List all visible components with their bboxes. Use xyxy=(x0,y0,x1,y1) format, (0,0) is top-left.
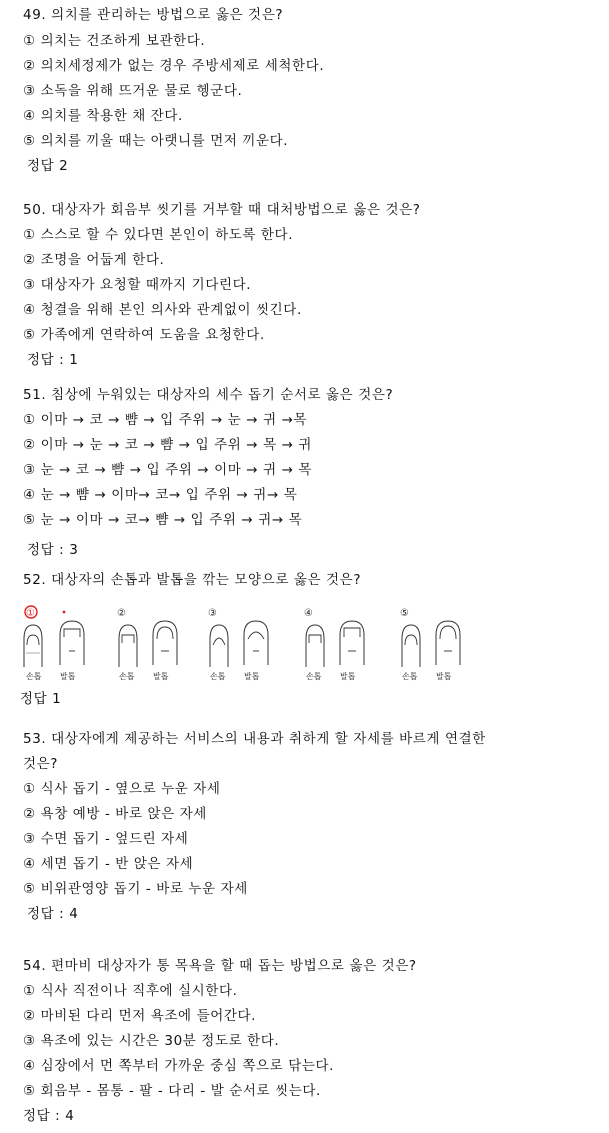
question-51-option-3: ③ 눈 → 코 → 뺨 → 입 주위 → 이마 → 귀 → 목 xyxy=(23,462,313,478)
finger-label: 손톱 xyxy=(306,672,322,681)
question-49-option-1: ① 의치는 건조하게 보관한다. xyxy=(23,33,206,49)
finger-label: 손톱 xyxy=(26,672,42,681)
question-50-stem: 50. 대상자가 회음부 씻기를 거부할 때 대처방법으로 옳은 것은? xyxy=(23,202,421,218)
toe-label: 발톱 xyxy=(340,672,356,681)
question-50-option-3: ③ 대상자가 요청할 때까지 기다린다. xyxy=(23,277,252,293)
finger-label: 손톱 xyxy=(210,672,226,681)
red-dot-icon xyxy=(63,611,66,614)
nail-shape-svg xyxy=(20,603,480,685)
nail-shape-figure xyxy=(20,603,480,685)
question-49-option-4: ④ 의치를 착용한 채 잔다. xyxy=(23,108,183,124)
question-54-option-5: ⑤ 회음부 - 몸통 - 팔 - 다리 - 발 순서로 씻는다. xyxy=(23,1083,321,1099)
question-54-option-3: ③ 욕조에 있는 시간은 30분 정도로 한다. xyxy=(23,1033,280,1049)
question-51-stem: 51. 침상에 누워있는 대상자의 세수 돕기 순서로 옳은 것은? xyxy=(23,387,394,403)
toe-label: 발톱 xyxy=(60,672,76,681)
question-53-option-1: ① 식사 돕기 - 옆으로 누운 자세 xyxy=(23,781,221,797)
question-54-option-2: ② 마비된 다리 먼저 욕조에 들어간다. xyxy=(23,1008,257,1024)
nail-option-1 xyxy=(24,606,84,681)
question-53-stem-continued: 것은? xyxy=(23,756,59,772)
question-50-option-5: ⑤ 가족에게 연락하여 도움을 요청한다. xyxy=(23,327,265,343)
question-49-option-2: ② 의치세정제가 없는 경우 주방세제로 세척한다. xyxy=(23,58,325,74)
question-53-stem: 53. 대상자에게 제공하는 서비스의 내용과 취하게 할 자세를 바르게 연결한 xyxy=(23,731,486,747)
question-50-option-2: ② 조명을 어둡게 한다. xyxy=(23,252,165,268)
nail-option-4 xyxy=(304,608,364,681)
question-49-option-3: ③ 소독을 위해 뜨거운 물로 헹군다. xyxy=(23,83,243,99)
question-53-option-3: ③ 수면 돕기 - 엎드린 자세 xyxy=(23,831,189,847)
question-49-option-5: ⑤ 의치를 끼울 때는 아랫니를 먼저 끼운다. xyxy=(23,133,289,149)
question-50-option-4: ④ 청결을 위해 본인 의사와 관계없이 씻긴다. xyxy=(23,302,302,318)
question-54-stem: 54. 편마비 대상자가 통 목욕을 할 때 돕는 방법으로 옳은 것은? xyxy=(23,958,417,974)
toe-label: 발톱 xyxy=(153,672,169,681)
question-53-option-5: ⑤ 비위관영양 돕기 - 바로 누운 자세 xyxy=(23,881,248,897)
question-53-option-4: ④ 세면 돕기 - 반 앉은 자세 xyxy=(23,856,194,872)
question-52-answer: 정답 1 xyxy=(20,691,62,707)
toe-label: 발톱 xyxy=(436,672,452,681)
question-54-answer: 정답 : 4 xyxy=(23,1108,75,1124)
finger-label: 손톱 xyxy=(402,672,418,681)
question-54-option-1: ① 식사 직전이나 직후에 실시한다. xyxy=(23,983,238,999)
question-49-answer: 정답 2 xyxy=(27,158,69,174)
nail-option-5 xyxy=(400,608,460,681)
question-51-option-4: ④ 눈 → 뺨 → 이마→ 코→ 입 주위 → 귀→ 목 xyxy=(23,487,298,503)
question-51-option-5: ⑤ 눈 → 이마 → 코→ 뺨 → 입 주위 → 귀→ 목 xyxy=(23,512,303,528)
toe-label: 발톱 xyxy=(244,672,260,681)
nail-option-5-number: ⑤ xyxy=(400,608,410,619)
question-50-answer: 정답 : 1 xyxy=(27,352,79,368)
question-52-stem: 52. 대상자의 손톱과 발톱을 깎는 모양으로 옳은 것은? xyxy=(23,572,362,588)
question-54-option-4: ④ 심장에서 먼 쪽부터 가까운 중심 쪽으로 닦는다. xyxy=(23,1058,335,1074)
question-50-option-1: ① 스스로 할 수 있다면 본인이 하도록 한다. xyxy=(23,227,294,243)
nail-option-1-number: ① xyxy=(26,608,36,619)
nail-option-4-number: ④ xyxy=(304,608,314,619)
nail-option-2 xyxy=(117,608,177,681)
question-53-option-2: ② 욕창 예방 - 바로 앉은 자세 xyxy=(23,806,207,822)
finger-label: 손톱 xyxy=(119,672,135,681)
nail-option-3-number: ③ xyxy=(208,608,218,619)
nail-option-3 xyxy=(208,608,268,681)
question-51-option-2: ② 이마 → 눈 → 코 → 뺨 → 입 주위 → 목 → 귀 xyxy=(23,437,313,453)
nail-option-2-number: ② xyxy=(117,608,127,619)
question-51-answer: 정답 : 3 xyxy=(27,542,79,558)
question-53-answer: 정답 : 4 xyxy=(27,906,79,922)
question-51-option-1: ① 이마 → 코 → 뺨 → 입 주위 → 눈 → 귀 →목 xyxy=(23,412,308,428)
question-49-stem: 49. 의치를 관리하는 방법으로 옳은 것은? xyxy=(23,7,284,23)
